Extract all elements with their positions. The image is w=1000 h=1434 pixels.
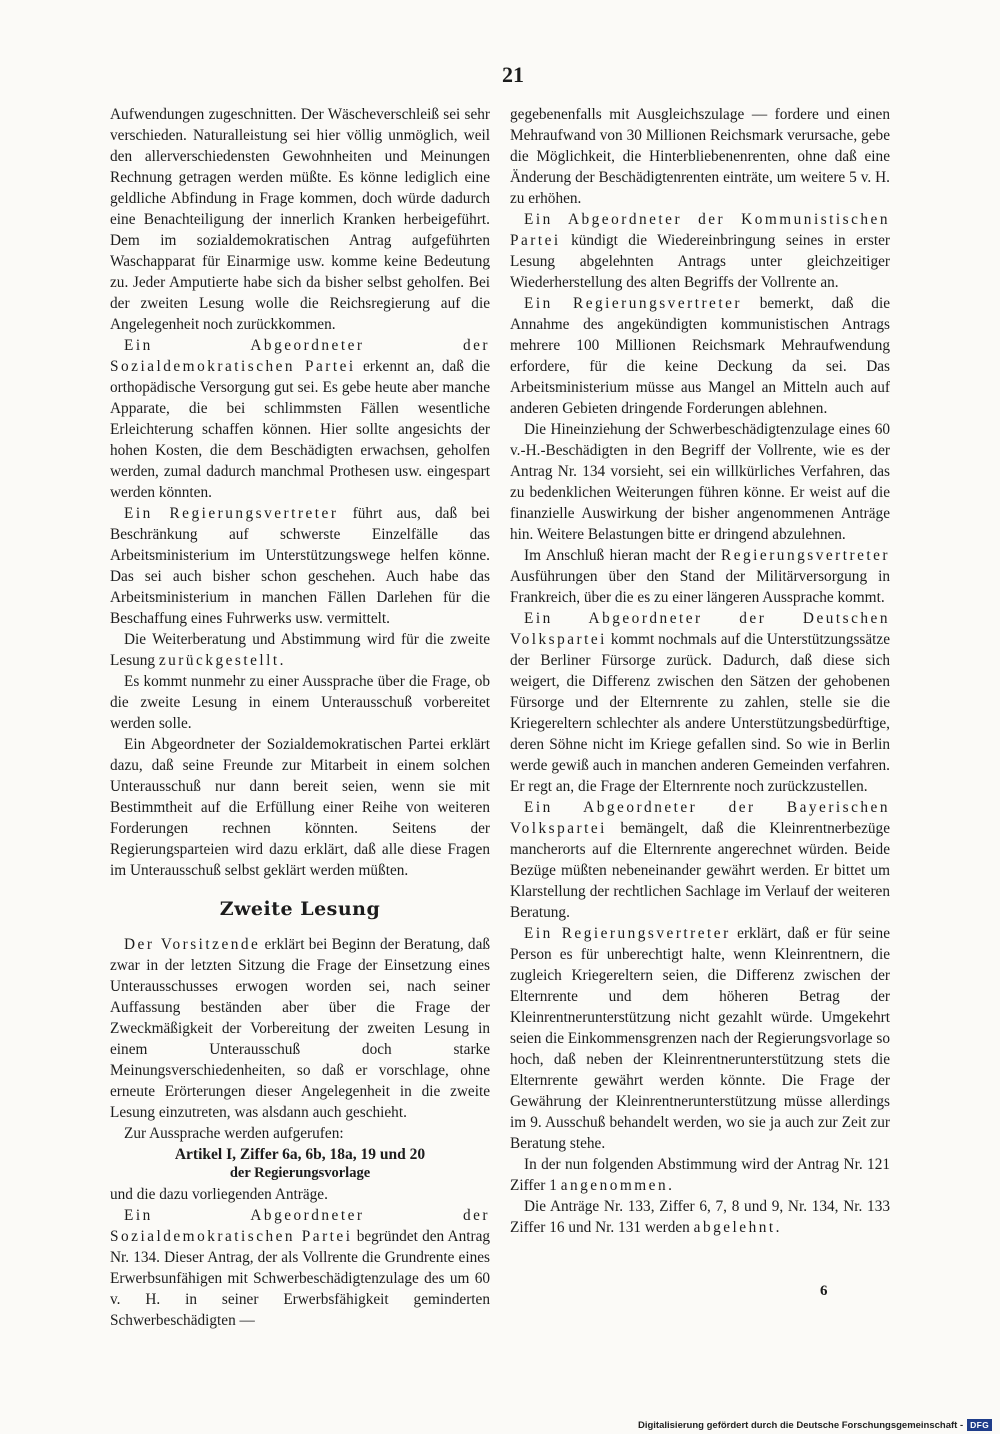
article-subheading bbox=[110, 1146, 490, 1182]
spaced-speaker: Ein Regierungsvertreter bbox=[524, 295, 742, 312]
spaced-speaker: Regierungsvertreter bbox=[721, 547, 890, 564]
paragraph-text: . bbox=[279, 652, 284, 669]
subheading-line-1: Artikel I, Ziffer 6a, 6b, 18a, 19 und 20 bbox=[174, 1146, 426, 1163]
paragraph bbox=[110, 1205, 490, 1331]
paragraph: und die dazu vorliegenden Anträge. bbox=[110, 1186, 328, 1203]
paragraph bbox=[510, 797, 890, 923]
paragraph bbox=[110, 335, 490, 503]
digitization-footer bbox=[638, 1419, 992, 1431]
spaced-speaker: Ein Regierungsvertreter bbox=[124, 505, 339, 522]
signature-mark: 6 bbox=[820, 1283, 828, 1299]
paragraph: Ein Abgeordneter der Sozialdemokratischen Partei erklärt dazu, daß seine Freunde zur Mitarbeit in einem solchen Unterausschuß nur dann bereit seien, wenn sie mit Bestimmtheit auf die Erfüllung einer Reihe von weiteren Forderungen rechnen könnten. Seitens der Regierungsparteien wird dazu erklärt, daß alle diese Fragen im Unterausschuß selbst geklärt werden müßten. bbox=[110, 736, 490, 879]
paragraph-text: erklärt bei Beginn der Beratung, daß zwar in der letzten Sitzung die Frage der Einsetzung eines Unterausschusses erwogen worden sei, nach seiner Auffassung beständen aber über die Frage der Zweckmäßigkeit der Vorbereitung der zweiten Lesung in einem Unterausschuß doch starke Meinungsverschiedenheiten, so daß er vorschlage, ohne erneute Erörterungen dieser Angelegenheit in die zweite Lesung einzutreten, was alsdann auch geschieht. bbox=[110, 936, 491, 1121]
paragraph-text: Im Anschluß hieran macht der bbox=[524, 547, 722, 564]
subheading-line-2: der Regierungsvorlage bbox=[229, 1165, 371, 1181]
paragraph bbox=[510, 293, 890, 419]
paragraph-text: erklärt, daß er für seine Person es für unberechtigt halte, wenn Kleinrentnern, die zugleich Kriegereltern seien, die Differenz zwischen der Elternrente und dem höheren Betrag der Kleinrentnerunterstützung nicht gezahlt würde. Umgekehrt seien die Einkommensgrenzen nach der Regierungsvorlage so hoch, daß neben der Kleinrentnerunterstützung stets die Elternrente gewährt werden könnte. Die Frage der Gewährung der Kleinrentnerunterstützung müsse allerdings im 9. Ausschuß behandelt werden, wo sie ja auch zur Zeit zur Beratung stehe. bbox=[510, 925, 890, 1152]
paragraph-text: führt aus, daß bei Beschränkung auf schwerste Einzelfälle das Arbeitsministerium im Unterstützungswege helfen könne. Das sei auch bisher schon geschehen. Auch habe das Arbeitsministerium in manchen Fällen Darlehen für die Beschaffung eines Fuhrwerks usw. vermittelt. bbox=[110, 505, 490, 627]
spaced-emphasis: angenommen bbox=[560, 1177, 669, 1194]
paragraph-text: Die Weiterberatung und Abstimmung wird für die zweite Lesung bbox=[110, 631, 490, 669]
spaced-emphasis: zurückgestellt bbox=[158, 652, 280, 669]
paragraph bbox=[110, 934, 490, 1123]
left-column bbox=[110, 104, 490, 1331]
paragraph-text: . bbox=[668, 1177, 672, 1194]
spaced-emphasis: abgelehnt bbox=[693, 1219, 776, 1236]
paragraph: Zur Aussprache werden aufgerufen: bbox=[124, 1125, 344, 1142]
paragraph bbox=[510, 608, 890, 797]
paragraph: Die Hineinziehung der Schwerbeschädigtenzulage eines 60 v.-H.-Beschädigten in den Begriff der Vollrente, wie es der Antrag Nr. 134 vorsieht, sei ein willkürliches Verfahren, das zu bedenklichen Weiterungen führen könne. Er weist auf die finanzielle Auswirkung der bisher angenommenen Anträge hin. Weitere Belastungen bitte er dringend abzulehnen. bbox=[510, 421, 890, 543]
paragraph-text: kündigt die Wiedereinbringung seines in erster Lesung abgelehnten Antrags unter gleichzeitiger Wiederherstellung des alten Begriffs der Vollrente an. bbox=[510, 232, 890, 291]
spaced-speaker: Der Vorsitzende bbox=[124, 936, 261, 953]
paragraph bbox=[110, 629, 490, 671]
paragraph-text: begründet den Antrag Nr. 134. Dieser Antrag, der als Vollrente die Grundrente eines Erwerbsunfähigen mit Schwerbeschädigtenzulage des um 60 v. H. in seiner Erwerbsfähigkeit geminderten Schwerbeschädigten — bbox=[110, 1228, 491, 1329]
paragraph: gegebenenfalls mit Ausgleichszulage — fordere und einen Mehraufwand von 30 Millionen Reichsmark verursache, gebe die Möglichkeit, die Hinterbliebenenrenten, ohne daß eine Änderung der Beschädigtenrenten einträte, um weitere 5 v. H. zu erhöhen. bbox=[510, 106, 890, 207]
footer-text: Digitalisierung gefördert durch die Deutsche Forschungsgemeinschaft - bbox=[637, 1419, 964, 1431]
paragraph-text: erkennt an, daß die orthopädische Versorgung gut sei. Es gebe heute aber manche Apparate, die bei schlimmsten Fällen wesentliche Erleichterung schaffen können. Hier sollte angesichts der hohen Kosten, die dem Beschädigten erwachsen, geholfen werden, zumal dadurch manchmal Prothesen usw. eingespart werden könnten. bbox=[110, 358, 491, 501]
right-column bbox=[510, 104, 890, 1238]
paragraph-text: Ausführungen über den Stand der Militärversorgung in Frankreich, über die es zu einer längeren Aussprache kommt. bbox=[510, 568, 890, 606]
paragraph bbox=[510, 545, 890, 608]
paragraph bbox=[510, 209, 890, 293]
spaced-speaker: Ein Abgeordneter der Deutschen Volkspartei bbox=[510, 610, 890, 648]
paragraph-text: . bbox=[775, 1219, 780, 1236]
paragraph-text: bemerkt, daß die Annahme des angekündigten kommunistischen Antrags mehrere 100 Millionen Reichsmark Mehraufwendung erfordere, für die keine Deckung da sei. Das Arbeitsministerium müsse aus Mangel an Mitteln auch auf anderen Gebieten dringende Forderungen ablehnen. bbox=[510, 295, 890, 417]
paragraph bbox=[510, 923, 890, 1154]
paragraph bbox=[510, 1154, 890, 1196]
spaced-speaker: Ein Abgeordneter der Sozialdemokratischen Partei bbox=[110, 337, 490, 375]
paragraph bbox=[110, 503, 490, 629]
page-number: 21 bbox=[502, 62, 524, 87]
spaced-speaker: Ein Regierungsvertreter bbox=[524, 925, 731, 942]
paragraph-text: kommt nochmals auf die Unterstützungssätze der Berliner Fürsorge zurück. Dadurch, daß diese sich weigert, die Differenz zwischen den Sätzen der gehobenen Fürsorge und der Elternrente zu zahlen, stelle sie die Kriegereltern schlechter als andere Unterstützungsbedürftige, deren Söhne nicht im Kriege gefallen sind. So wie in Berlin werde gewiß auch in manchen anderen Gemeinden verfahren. Er regt an, die Frage der Elternrente noch zurückzustellen. bbox=[510, 631, 890, 795]
paragraph: Aufwendungen zugeschnitten. Der Wäscheverschleiß sei sehr verschieden. Naturalleistung sei hier völlig unmöglich, weil den allerverschiedensten Gewohnheiten und Meinungen Rechnung getragen werden müßte. Es könne lediglich eine geldliche Abfindung in Frage kommen, doch würde dadurch eine Benachteiligung der innerlich Kranken herbeigeführt. Dem im sozialdemokratischen Antrag aufgeführten Waschapparat für Einarmige usw. komme keine Bedeutung zu. Jeder Amputierte habe sich da bisher selbst geholfen. Bei der zweiten Lesung wolle die Reichsregierung auf die Angelegenheit noch zurückkommen. bbox=[110, 106, 490, 333]
spaced-speaker: Ein Abgeordneter der Bayerischen Volkspartei bbox=[510, 799, 890, 837]
paragraph-text: In der nun folgenden Abstimmung wird der Antrag Nr. 121 Ziffer 1 bbox=[510, 1156, 890, 1194]
spaced-speaker: Ein Abgeordneter der Kommunistischen Partei bbox=[510, 211, 890, 249]
paragraph bbox=[510, 1196, 890, 1238]
spaced-speaker: Ein Abgeordneter der Sozialdemokratischen Partei bbox=[110, 1207, 490, 1245]
paragraph-text: Die Anträge Nr. 133, Ziffer 6, 7, 8 und 9, Nr. 134, Nr. 133 Ziffer 16 und Nr. 131 werden bbox=[510, 1198, 890, 1236]
paragraph-text: bemängelt, daß die Kleinrentnerbezüge mancherorts auf die Elternrente angerechnet würden. Beide Bezüge müßten nebeneinander gewährt werden. Er bittet um Klarstellung der rechtlichen Sachlage im Verlauf der weiteren Beratung. bbox=[510, 820, 890, 921]
dfg-logo: DFG bbox=[967, 1419, 992, 1431]
paragraph: Es kommt nunmehr zu einer Aussprache über die Frage, ob die zweite Lesung in einem Unterausschuß vorbereitet werden solle. bbox=[110, 673, 490, 732]
section-heading: Zweite Lesung bbox=[219, 898, 381, 920]
